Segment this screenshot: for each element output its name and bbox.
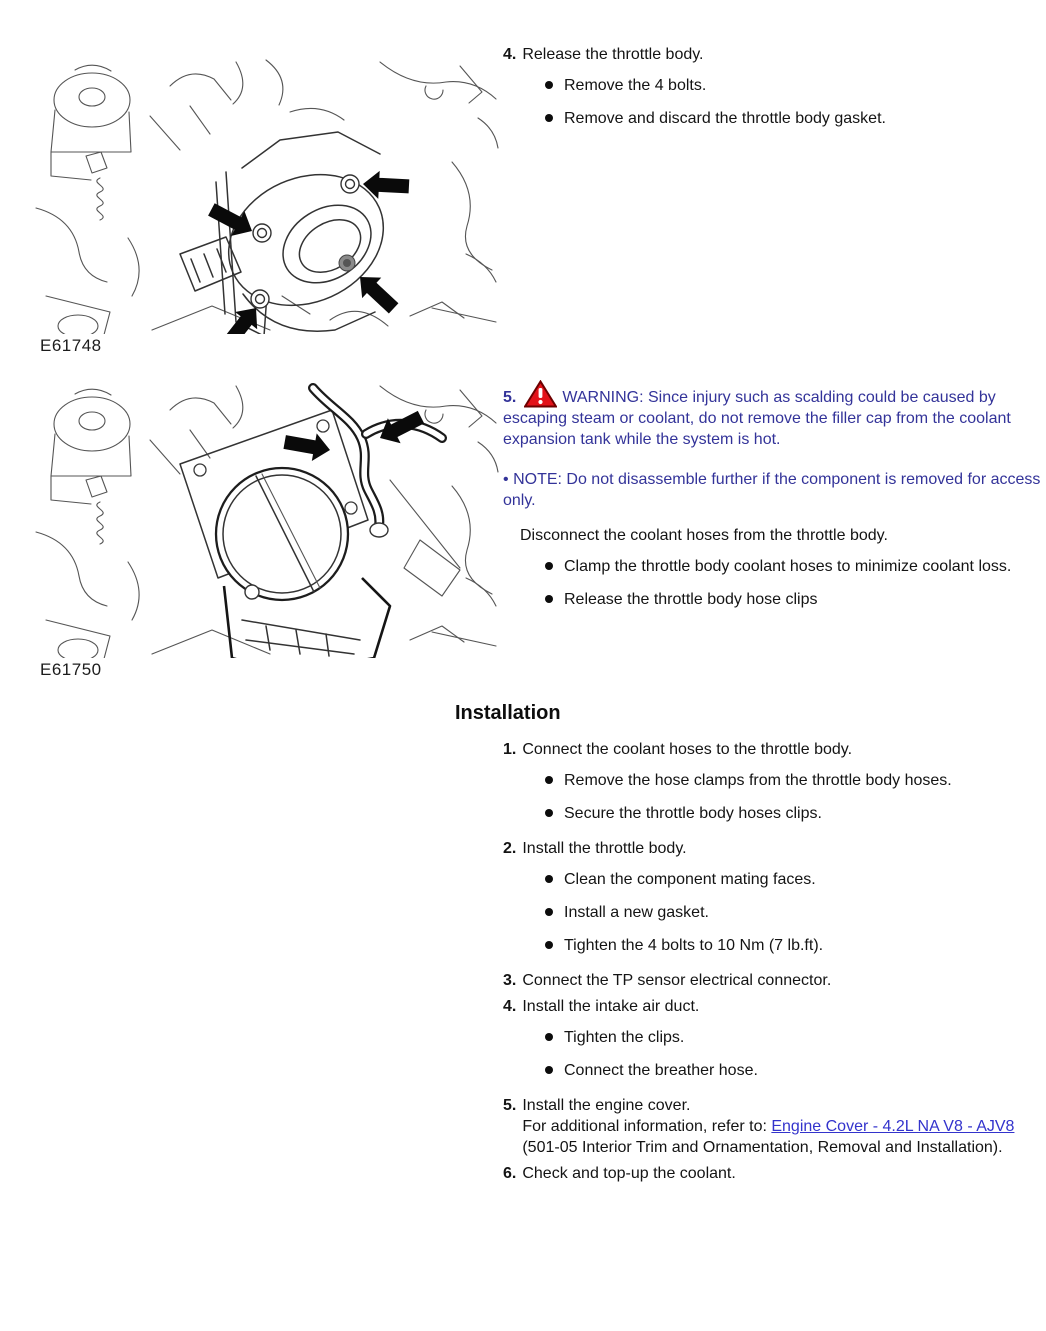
note-paragraph (503, 469, 1046, 511)
engine-line-drawing-e61748 (30, 56, 502, 334)
bullet-item: Release the throttle body hose clips (545, 589, 1046, 610)
bolt-heads (251, 175, 359, 308)
throttle-bore (216, 468, 348, 600)
step-text: Install the intake air duct. (522, 998, 700, 1015)
step-number: 4. (503, 998, 517, 1015)
throttle-body-outline (180, 132, 404, 334)
installation-section (455, 702, 1046, 1189)
step-text: Disconnect the coolant hoses from the throttle body. (520, 527, 888, 544)
bullet-item: Remove the hose clamps from the throttle body hoses. (545, 770, 1046, 791)
step-number: 5. (503, 389, 517, 406)
step-2-bullets (503, 869, 1046, 956)
step-text: Install the throttle body. (522, 840, 687, 857)
warning-triangle-icon (524, 380, 557, 408)
bullet-item: Clean the component mating faces. (545, 869, 1046, 890)
bullet-item: Tighten the 4 bolts to 10 Nm (7 lb.ft). (545, 935, 1046, 956)
bullet-item: Remove the 4 bolts. (545, 75, 1046, 96)
note-text: NOTE: Do not disassemble further if the component is removed for access only. (503, 471, 1041, 509)
step-4-bullets (503, 75, 1046, 129)
bullet-item: Clamp the throttle body coolant hoses to minimize coolant loss. (545, 556, 1046, 577)
step-text: Connect the TP sensor electrical connector. (522, 972, 832, 989)
figure-throttle-body-hoses (30, 380, 502, 682)
warning-text: WARNING: Since injury such as scalding could be caused by escaping steam or coolant, do not remove the filler cap from the coolant expansion tank while the system is hot. (503, 389, 1011, 448)
removal-step-5 (503, 380, 1046, 624)
reference-suffix: (501-05 Interior Trim and Ornamentation, Removal and Installation). (522, 1139, 1003, 1156)
section-heading: Installation (455, 702, 561, 724)
step-text: Check and top-up the coolant. (522, 1165, 736, 1182)
step-number: 1. (503, 741, 517, 758)
step-number: 4. (503, 46, 517, 63)
removal-step-4 (503, 44, 1046, 143)
installation-step-3 (503, 970, 1046, 991)
step-4-bullets (503, 1027, 1046, 1081)
step-text: Release the throttle body. (522, 46, 704, 63)
reference-paragraph (522, 1116, 1046, 1158)
step-number: 5. (503, 1097, 517, 1114)
figure-throttle-body-bolts (30, 56, 502, 358)
figure-label: E61748 (40, 336, 102, 355)
step-1-bullets (503, 770, 1046, 824)
step-text: Connect the coolant hoses to the throttle body. (522, 741, 853, 758)
installation-step-2 (503, 838, 1046, 859)
bullet-item: Connect the breather hose. (545, 1060, 1046, 1081)
step-number: 6. (503, 1165, 517, 1182)
engine-line-drawing-e61750 (30, 380, 502, 658)
step-text: Install the engine cover. (522, 1097, 691, 1114)
step-number: 2. (503, 840, 517, 857)
installation-step-4 (503, 996, 1046, 1017)
reference-prefix: For additional information, refer to: (522, 1118, 772, 1135)
bullet-item: Install a new gasket. (545, 902, 1046, 923)
note-bullet: • (503, 471, 509, 488)
figure-label: E61750 (40, 660, 102, 679)
installation-step-6 (503, 1163, 1046, 1184)
bullet-item: Secure the throttle body hoses clips. (545, 803, 1046, 824)
warning-paragraph (503, 380, 1046, 450)
bullet-item: Tighten the clips. (545, 1027, 1046, 1048)
engine-cover-link[interactable]: Engine Cover - 4.2L NA V8 - AJV8 (771, 1118, 1015, 1135)
installation-step-5 (503, 1095, 1046, 1158)
installation-steps (455, 739, 1046, 1184)
bullet-item: Remove and discard the throttle body gasket. (545, 108, 1046, 129)
step-5-bullets (503, 556, 1046, 610)
step-number: 3. (503, 972, 517, 989)
installation-step-1 (503, 739, 1046, 760)
